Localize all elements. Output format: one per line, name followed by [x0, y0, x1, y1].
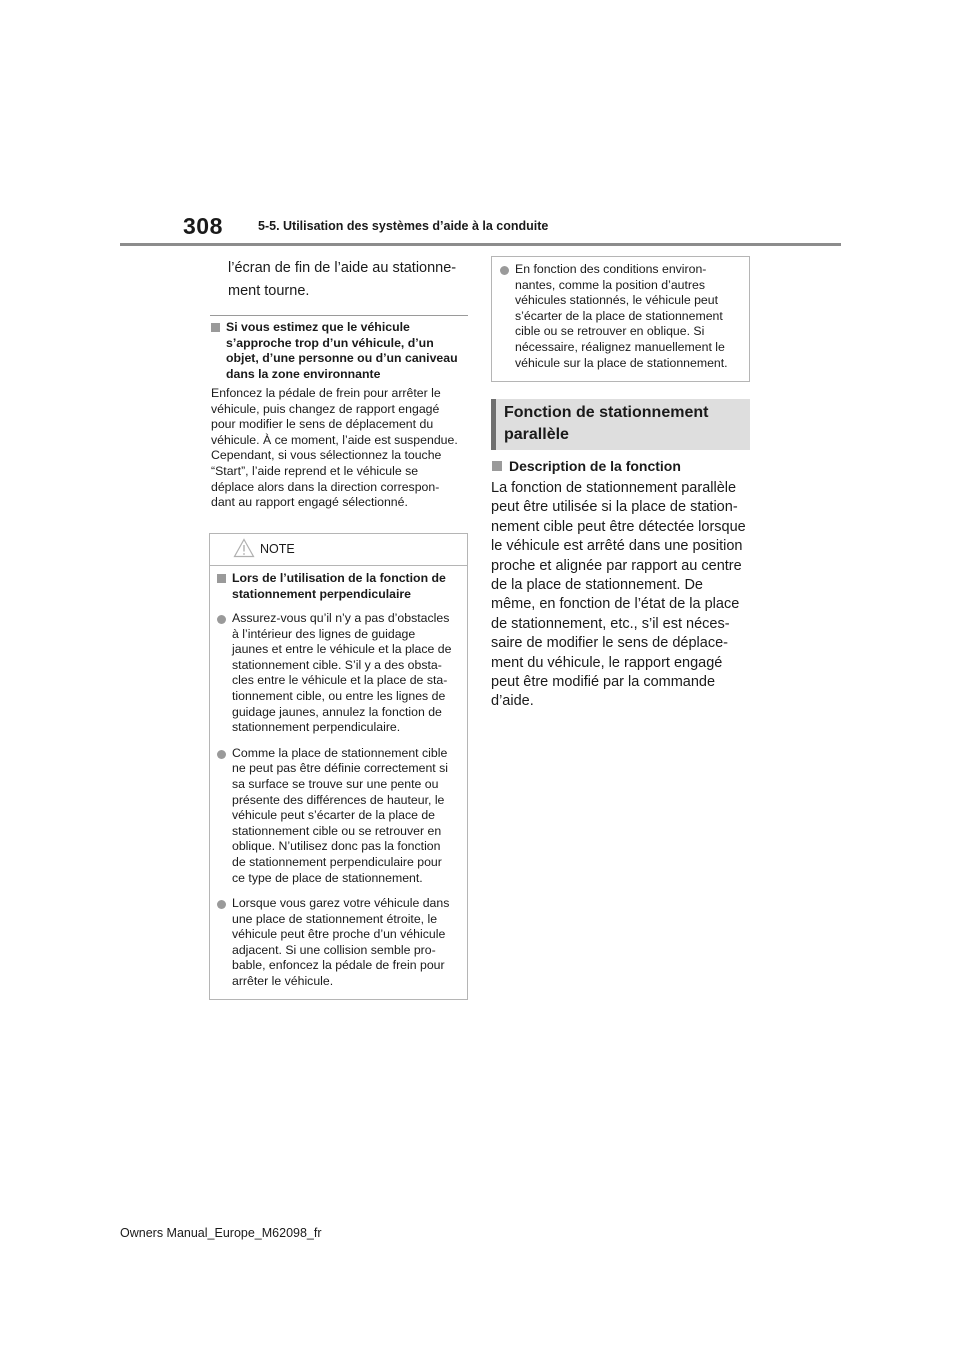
text-line: même, en fonction de l’état de la place — [491, 596, 740, 613]
note-title: NOTE — [260, 542, 295, 556]
bullet-line: véhicule peut être proche d’un véhicule — [232, 927, 446, 942]
bullet-line: véhicule peut s’écarter de la place de — [232, 808, 436, 823]
body-line: véhicule, puis changez de rapport engagé — [211, 401, 440, 416]
round-bullet-icon — [217, 900, 226, 909]
warning-triangle-icon — [233, 538, 255, 558]
text-line: La fonction de stationnement parallèle — [491, 480, 737, 496]
header-divider — [120, 243, 841, 246]
text-line: ment tourne. — [228, 283, 310, 299]
text-line: l’écran de fin de l’aide au stationne- — [228, 260, 457, 276]
bullet-line: à l’intérieur des lignes de guidage — [232, 626, 416, 641]
bullet-line: stationnement cible ou se retrouver en — [232, 823, 442, 838]
text-line: saire de modifier le sens de déplace- — [491, 635, 728, 652]
note-bullet — [217, 746, 461, 886]
bullet-line: stationnement cible. S’il y a des obsta- — [232, 657, 442, 672]
page-number: 308 — [183, 213, 223, 239]
body-line: véhicule. À ce moment, l’aide est suspendue. — [211, 432, 458, 447]
square-bullet-icon — [492, 461, 502, 471]
text-line: peut être utilisée si la place de station- — [491, 499, 738, 516]
text-line: peut être modifié par la commande — [491, 674, 716, 691]
bullet-line: jaunes et entre le véhicule et la place de — [232, 642, 452, 657]
heading-line: dans la zone environnante — [226, 366, 381, 381]
text-line: nement cible peut être détectée lorsque — [491, 518, 746, 535]
info-bullet — [500, 262, 741, 371]
description-heading — [491, 458, 681, 474]
bullet-line: oblique. N’utilisez donc pas la fonction — [232, 839, 441, 854]
bullet-line: Comme la place de stationnement cible — [232, 745, 448, 760]
bullet-line: ce type de place de stationnement. — [232, 870, 423, 885]
heading-line: stationnement perpendiculaire — [232, 586, 412, 601]
bullet-line: cles entre le véhicule et la place de sta- — [232, 673, 448, 688]
bullet-line: cible ou se retrouver en oblique. Si — [515, 324, 705, 339]
heading-line: Si vous estimez que le véhicule — [226, 320, 410, 334]
section-heading — [504, 402, 708, 446]
text-line: d’aide. — [491, 693, 534, 710]
note-heading — [217, 571, 461, 602]
section-title: 5-5. Utilisation des systèmes d’aide à la conduite — [258, 219, 549, 233]
bullet-line: nécessaire, réalignez manuellement le — [515, 339, 725, 354]
note-bullet — [217, 896, 461, 990]
text-line: proche et alignée par rapport au centre — [491, 557, 742, 574]
text-line: de stationnement, etc., s’il est néces- — [491, 615, 730, 632]
section-divider — [210, 315, 468, 316]
section-heading-box — [491, 399, 750, 450]
round-bullet-icon — [217, 750, 226, 759]
bullet-line: véhicule sur la place de stationnement. — [515, 355, 728, 370]
bullet-line: de stationnement perpendiculaire pour — [232, 854, 442, 869]
note-body — [210, 571, 467, 990]
body-line: déplace alors dans la direction correspon- — [211, 479, 440, 494]
info-box — [491, 256, 750, 382]
subsection-body — [211, 386, 471, 511]
body-line: pour modifier le sens de déplacement du — [211, 417, 434, 432]
text-line: ment du véhicule, le rapport engagé — [491, 654, 723, 671]
note-header — [210, 534, 467, 566]
heading-line: Lors de l’utilisation de la fonction de — [232, 571, 446, 585]
bullet-line: une place de stationnement étroite, le — [232, 911, 438, 926]
heading-line: Fonction de stationnement — [504, 404, 709, 421]
bullet-line: tionnement cible, ou entre les lignes de — [232, 688, 446, 703]
bullet-line: stationnement perpendiculaire. — [232, 720, 401, 735]
bullet-line: s’écarter de la place de stationnement — [515, 308, 723, 323]
bullet-line: Assurez-vous qu’il n’y a pas d’obstacles — [232, 611, 450, 625]
bullet-line: véhicules stationnés, le véhicule peut — [515, 293, 719, 308]
description-text — [491, 479, 753, 712]
subsection-heading — [211, 320, 471, 382]
body-line: Enfoncez la pédale de frein pour arrêter le — [211, 386, 441, 400]
bullet-line: sa surface se trouve sur une pente ou — [232, 776, 439, 791]
subsection-approach-warning — [211, 320, 471, 511]
footer-doc-id: Owners Manual_Europe_M62098_fr — [120, 1226, 322, 1240]
bullet-line: ne peut pas être définie correctement si — [232, 761, 449, 776]
bullet-line: En fonction des conditions environ- — [515, 262, 707, 276]
square-bullet-icon — [211, 323, 220, 332]
bullet-line: nantes, comme la position d’autres — [515, 277, 706, 292]
bullet-line: arrêter le véhicule. — [232, 974, 334, 989]
bullet-line: Lorsque vous garez votre véhicule dans — [232, 896, 450, 911]
continuation-text — [228, 257, 473, 303]
bullet-line: présente des différences de hauteur, le — [232, 792, 445, 807]
body-line: dant au rapport engagé sélectionné. — [211, 495, 408, 510]
round-bullet-icon — [217, 615, 226, 624]
heading-line: parallèle — [504, 426, 569, 443]
note-box — [209, 533, 468, 1000]
bullet-line: bable, enfoncez la pédale de frein pour — [232, 958, 445, 973]
body-line: Cependant, si vous sélectionnez la touche — [211, 448, 442, 463]
heading-line: objet, d’une personne ou d’un caniveau — [226, 351, 458, 365]
heading-line: s’approche trop d’un véhicule, d’un — [226, 335, 434, 350]
square-bullet-icon — [217, 574, 226, 583]
body-line: “Start”, l’aide reprend et le véhicule se — [211, 463, 419, 478]
text-line: le véhicule est arrêté dans une position — [491, 538, 743, 555]
description-heading-text: Description de la fonction — [509, 458, 681, 474]
bullet-line: adjacent. Si une collision semble pro- — [232, 942, 436, 957]
note-bullet — [217, 611, 461, 736]
round-bullet-icon — [500, 266, 509, 275]
text-line: de la place de stationnement. De — [491, 577, 703, 594]
heading-accent-bar — [491, 399, 496, 450]
bullet-line: guidage jaunes, annulez la fonction de — [232, 704, 442, 719]
